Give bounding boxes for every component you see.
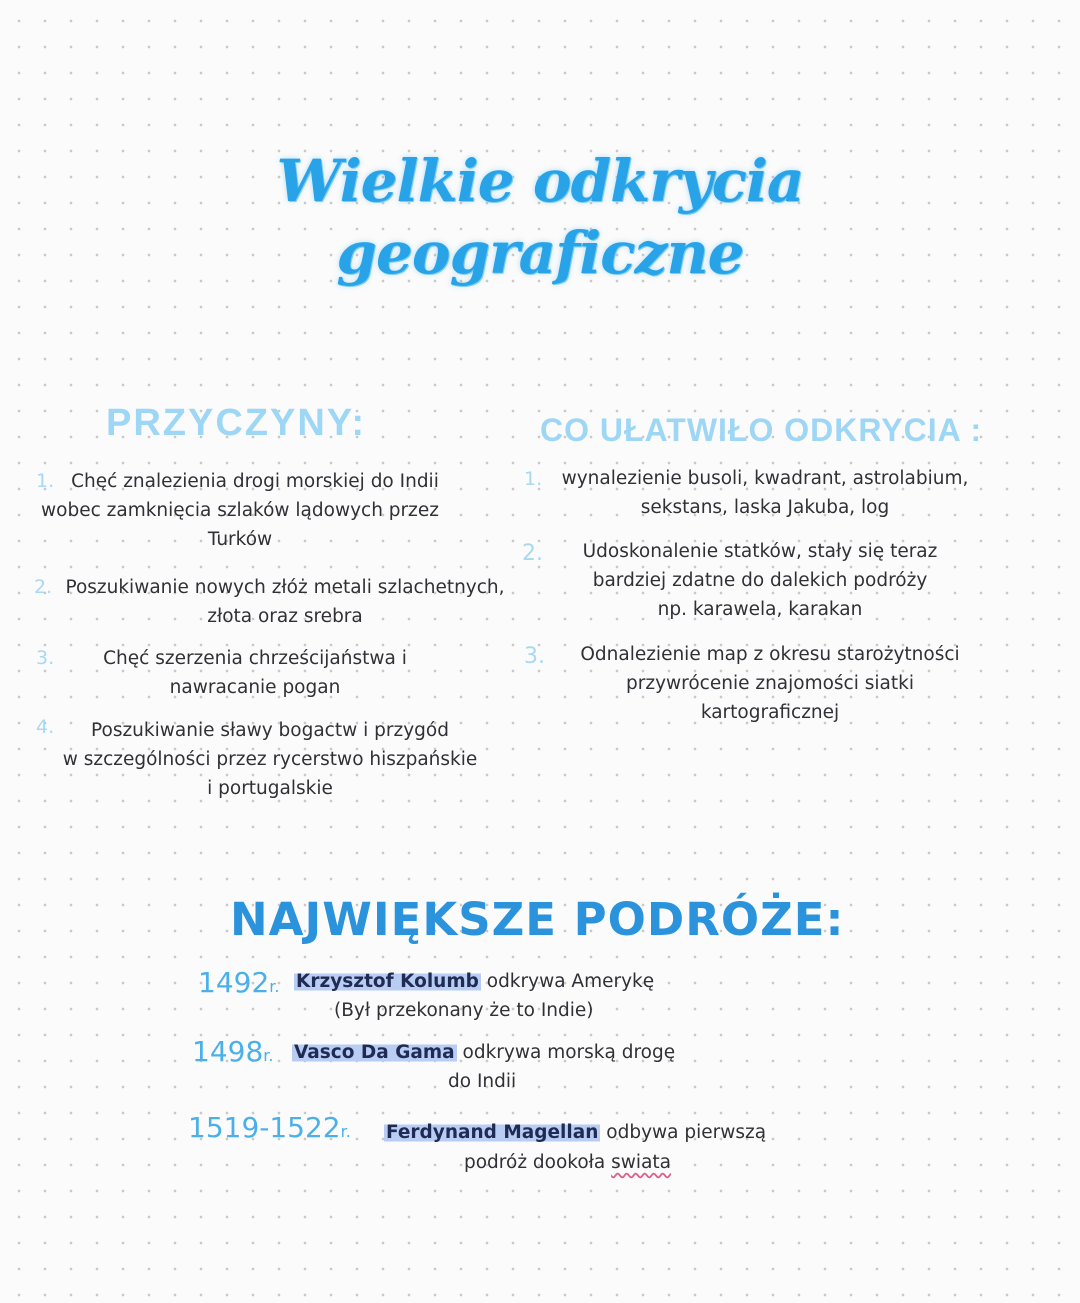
cause-item-3 — [60, 644, 450, 702]
cause-1-line-2: wobec zamknięcia szlaków lądowych przez — [41, 500, 439, 521]
helped-number-3: 3. — [524, 644, 545, 669]
causes-heading: PRZYCZYNY: — [106, 402, 366, 444]
journey-1-name: Krzysztof Kolumb — [296, 971, 479, 992]
journey-3-line-2a: podróż dookoła — [464, 1152, 606, 1173]
journey-2-year-suffix: r. — [263, 1046, 274, 1065]
cause-4-line-3: i portugalskie — [207, 778, 333, 799]
helped-3-line-1: Odnalezienie map z okresu starożytności — [580, 644, 960, 665]
cause-number-3: 3. — [36, 647, 55, 669]
helped-1-line-1: wynalezienie busoli, kwadrant, astrolabium, — [561, 468, 969, 489]
journey-3-text: odbywa pierwszą — [606, 1122, 767, 1143]
cause-4-line-1: Poszukiwanie sławy bogactw i przygód — [91, 720, 449, 741]
helped-item-2 — [560, 537, 960, 624]
journey-2-line-1 — [292, 1038, 675, 1067]
journey-2-line-2: do Indii — [448, 1071, 517, 1092]
journey-1-line-1 — [294, 967, 654, 996]
journey-3-year-value: 1519-1522 — [188, 1111, 341, 1144]
journeys-heading: NAJWIĘKSZE PODRÓŻE: — [230, 893, 845, 946]
cause-4-line-2: w szczególności przez rycerstwo hiszpańskie — [62, 749, 478, 770]
journey-1-line-2: (Był przekonany że to Indie) — [334, 1000, 594, 1021]
journey-2-text: odkrywa morską drogę — [462, 1042, 676, 1063]
journey-3-year-suffix: r. — [340, 1122, 351, 1141]
page-title-line-2: geograficzne — [336, 219, 744, 287]
cause-item-4 — [40, 716, 500, 803]
helped-item-3 — [560, 640, 980, 727]
journey-2-name: Vasco Da Gama — [294, 1042, 455, 1063]
helped-heading: CO UŁATWIŁO ODKRYCIA : — [540, 412, 983, 448]
journey-1-year — [198, 966, 279, 999]
journey-3-name: Ferdynand Magellan — [386, 1122, 599, 1143]
cause-1-line-1: Chęć znalezienia drogi morskiej do Indii — [71, 471, 439, 492]
journey-1-year-suffix: r. — [269, 977, 280, 996]
journey-1-text: odkrywa Amerykę — [486, 971, 655, 992]
cause-number-2: 2. — [34, 576, 53, 598]
helped-3-line-3: kartograficznej — [700, 702, 840, 723]
journey-3-line-2 — [464, 1148, 671, 1177]
journey-3-line-2b: swiata — [611, 1152, 671, 1173]
cause-1-line-3: Turków — [207, 529, 273, 550]
cause-number-1: 1. — [36, 470, 55, 492]
cause-item-1 — [30, 467, 450, 554]
helped-2-line-3: np. karawela, karakan — [657, 599, 863, 620]
journey-2-year-value: 1498 — [192, 1035, 264, 1068]
helped-item-1 — [545, 464, 985, 522]
cause-number-4: 4. — [36, 716, 55, 738]
helped-1-line-2: sekstans, laska Jakuba, log — [640, 497, 890, 518]
journey-3-year — [188, 1111, 351, 1144]
journey-2-year — [192, 1035, 273, 1068]
cause-2-line-1: Poszukiwanie nowych złóż metali szlachetnych, — [65, 577, 505, 598]
helped-2-line-1: Udoskonalenie statków, stały się teraz — [582, 541, 938, 562]
helped-2-line-2: bardziej zdatne do dalekich podróży — [592, 570, 928, 591]
helped-number-1: 1. — [524, 468, 543, 490]
cause-3-line-1: Chęć szerzenia chrześcijaństwa i — [103, 648, 407, 669]
journey-1-year-value: 1492 — [198, 966, 270, 999]
journey-3-line-1 — [384, 1118, 766, 1147]
page-title-line-1: Wielkie odkrycia — [276, 147, 804, 215]
helped-3-line-2: przywrócenie znajomości siatki — [626, 673, 914, 694]
cause-item-2 — [50, 573, 520, 631]
helped-number-2: 2. — [522, 541, 543, 566]
cause-3-line-2: nawracanie pogan — [169, 677, 341, 698]
cause-2-line-2: złota oraz srebra — [207, 606, 363, 627]
